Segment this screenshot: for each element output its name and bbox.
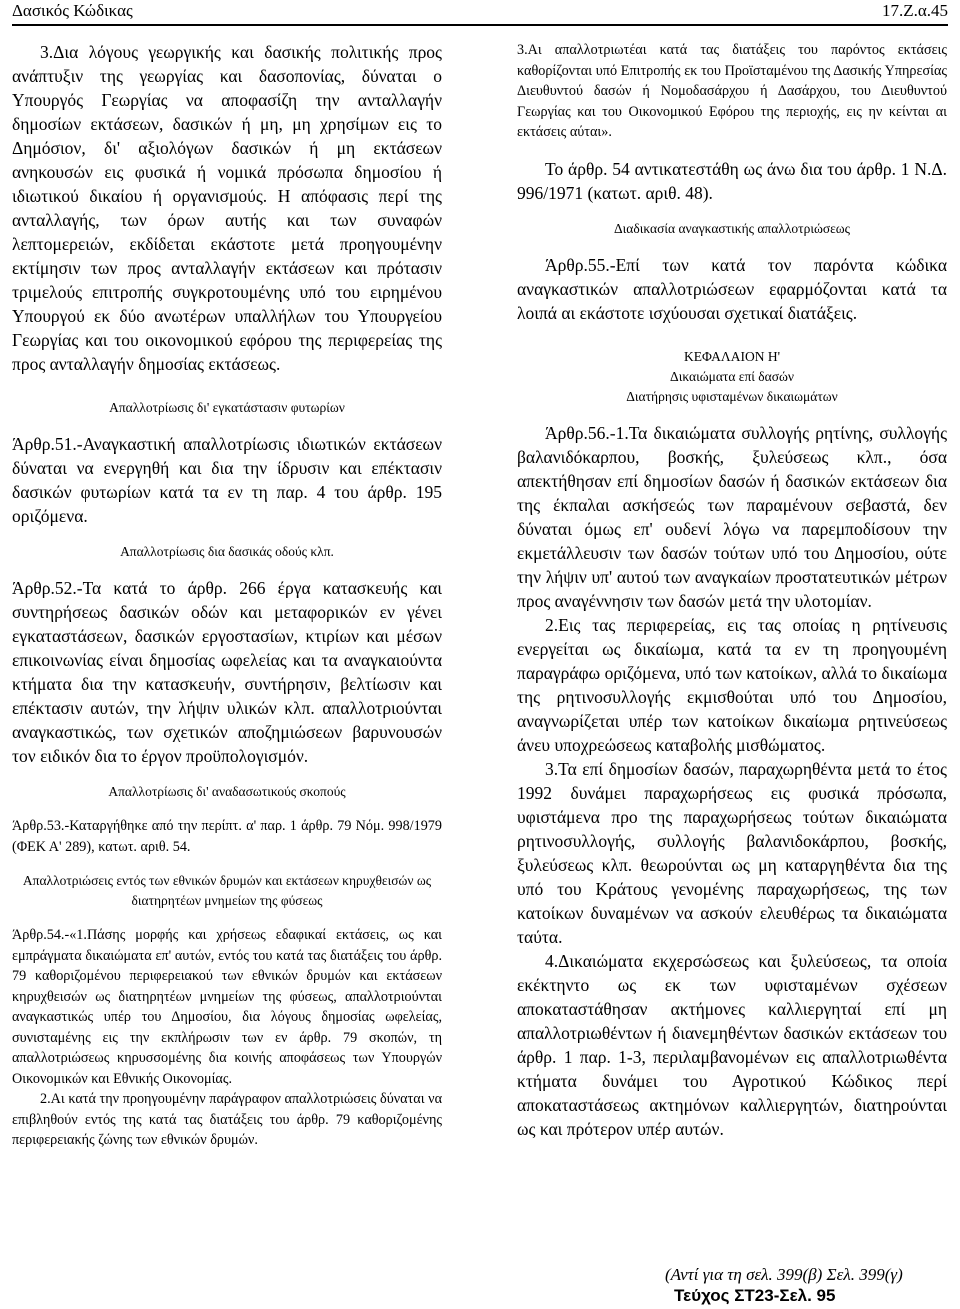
section-heading-rights: Διατήρησις υφισταμένων δικαιωμάτων bbox=[626, 388, 838, 404]
article-54-1: Άρθρ.54.-«1.Πάσης μορφής και χρήσεως εδαφικαί εκτάσεις, ως και εμπράγματα δικαιώματα επ' αυτών, εντός του κατά τας διατάξεις του άρθρ. 79 καθοριζομένου περιφερειακού των εθνικών δρυμών και εκτάσεων κηρυχθεισών ως διατηρητέων μνημείων της φύσεως, απαλλοτριούνται αναγκαστικώς υπέρ του Δημοσίου, δια λόγους δημοσίας ωφελείας, συνισταμένης εις την εκπλήρωσιν των εν άρθρ. 79 σκοπών, τη απαλλοτριώσεως κηρυσσομένης δια κοινής αποφάσεως των Υπουργών Οικονομικών και Εθνικής Οικονομίας. bbox=[12, 927, 442, 1087]
section-heading-national-parks: Απαλλοτριώσεις εντός των εθνικών δρυμών και εκτάσεων κηρυχθεισών ως διατηρητέων μνημείων της φύσεως bbox=[22, 873, 432, 908]
section-heading-forest-roads: Απαλλοτρίωσις δια δασικάς οδούς κλπ. bbox=[120, 544, 334, 559]
article-54-2: 2.Αι κατά την προηγουμένην παράγραφον απαλλοτριώσεις δύναται να επιβληθούν εντός της κατά τας διατάξεις του άρθρ. 79 καθοριζομένης περιφερειακής ζώνης των εθνικών δρυμών. bbox=[12, 1091, 442, 1148]
amendment-note: Το άρθρ. 54 αντικατεστάθη ως άνω δια του άρθρ. 1 Ν.Δ. 996/1971 (κατωτ. αριθ. 48). bbox=[517, 158, 947, 203]
section-heading-reforestation: Απαλλοτρίωσις δι' αναδασωτικούς σκοπούς bbox=[108, 784, 346, 799]
article-56-3: 3.Τα επί δημοσίων δασών, παραχωρηθέντα μετά το έτος 1992 δυνάμει παραχωρήσεως εις φυσικά πρόσωπα, υφιστάμενα προ της παραχωρήσεως τούτων δικαιώματα ρητινοσυλλογής, συλλογής βαλανιδοκάρπου, βοσκής, ξυλεύσεως κλπ. θεωρούνται ως μη καταργηθέντα δια της υπό του Κράτους γενομένης παραχωρήσεως, της των κατοίκων δυναμένων να ασκούν ελευθέρως τα δικαιώματα ταύτα. bbox=[517, 758, 947, 947]
right-column bbox=[517, 40, 947, 1141]
article-56-1: Άρθρ.56.-1.Τα δικαιώματα συλλογής ρητίνης, συλλογής βαλανιδόκαρπου, βοσκής, ξυλεύσεως κλπ., όσα απεκτήθησαν επί δημοσίων δασών ή δασικών εκτάσεων δια της έκπαλαι ασκήσεώς των παραμένουν σεβαστά, δεν δύναται όμως επ' ουδενί λόγω να παρεμποδίσουν την εκμετάλλευσιν των δασών τούτων υπό του Δημοσίου, ούτε την λήψιν υπ' αυτού των αναγκαίων προστατευτικών μέτρων προς αναγέννησιν των δασών μετά την υλοτομίαν. bbox=[517, 422, 947, 611]
article-56-4: 4.Δικαιώματα εκχερσώσεως και ξυλεύσεως, τα οποία εκέκτηντο ως εκ των υφισταμένων σχέσεων αποκαταστάθησαν ακτήμονες καλλιεργηταί επί μη απαλλοτριωθέντων ή διανεμηθέντων δασικών εκτάσεων του άρθρ. 1 παρ. 1-3, περιλαμβανομένων εις απαλλοτριωθέντα κτήματα δυνάμει του Αγροτικού Κώδικος περί αποκαταστάσεως ακτημόνων καλλιεργητών, διατηρούνται ως και πρότερον υπέρ αυτών. bbox=[517, 950, 947, 1139]
chapter-heading: ΚΕΦΑΛΑΙΟΝ Η' bbox=[683, 348, 781, 364]
paragraph-art50-3: 3.Δια λόγους γεωργικής και δασικής πολιτικής προς ανάπτυξιν της γεωργίας και δασοπονίας, δύναται ο Υπουργός Γεωργίας να αποφασίζη την ανταλλαγήν δημοσίων εκτάσεων, δασικών ή μη, μη χρησίμων εις το Δημόσιον, δι' αξιολόγων δασικών ή μη εκτάσεων ανηκουσών εις φυσικά ή νομικά πρόσωπα δημοσίου ή ιδιωτικού δικαίου ή οργανισμούς. Η απόφασις περί της ανταλλαγής, των όρων αυτής και των συναφών λεπτομερειών, εκδίδεται εκάστοτε μετά προηγουμένην εκτίμησιν των προς ανταλλαγήν εκτάσεων και πρότασιν τριμελούς επιτροπής συγκροτουμένης υπό του ειρημένου Υπουργού εκ δύο ανωτέρων υπαλλήλων του Υπουργείου Γεωργίας και του οικονομικού εφόρου της περιφερείας της προς ανταλλαγήν δημοσίας εκτάσεως. bbox=[12, 42, 442, 374]
header-title: Δασικός Κώδικας bbox=[12, 1, 133, 20]
page-header bbox=[12, 0, 948, 26]
section-heading-nurseries: Απαλλοτρίωσις δι' εγκατάστασιν φυτωρίων bbox=[109, 400, 345, 415]
replacement-note: (Αντί για τη σελ. 399(β) Σελ. 399(γ) bbox=[665, 1265, 903, 1284]
article-53: Άρθρ.53.-Καταργήθηκε από την περίπτ. α' παρ. 1 άρθρ. 79 Νόμ. 998/1979 (ΦΕΚ Α' 289), κατωτ. αριθ. 54. bbox=[12, 818, 442, 855]
article-55: Άρθρ.55.-Επί των κατά τον παρόντα κώδικα αναγκαστικών απαλλοτριώσεων εφαρμόζονται κατά τα λοιπά αι εκάστοτε ισχύουσαι σχετικαί διατάξεις. bbox=[517, 254, 947, 323]
issue-page-number: Τεύχος ΣΤ23-Σελ. 95 bbox=[674, 1286, 836, 1305]
left-column bbox=[12, 40, 442, 1151]
header-code: 17.Ζ.α.45 bbox=[881, 1, 948, 20]
article-51: Άρθρ.51.-Αναγκαστική απαλλοτρίωσις ιδιωτικών εκτάσεων δύναται να ενεργηθή και δια την ίδρυσιν και επέκτασιν δασικών φυτωρίων κατά τα εν τη παρ. 4 του άρθρ. 195 οριζόμενα. bbox=[12, 434, 442, 526]
article-52: Άρθρ.52.-Τα κατά το άρθρ. 266 έργα κατασκευής και συντηρήσεως δασικών οδών και μεταφορικών εν γένει εγκαταστάσεων, δασικών εργοστασίων, κτιρίων και μέσων επικοινωνίας είναι δημοσίας ωφελείας και τα αναγκαιούντα κτήματα δια την κατασκευήν, συντήρησιν, βελτίωσιν και επέκτασιν αυτών, την λήψιν υλικών κλπ. απαλλοτριούνται αναγκαστικώς, των σχετικών αποζημιώσεων βαρυνουσών τον ειδικόν δια το έργον προϋπολογισμόν. bbox=[12, 578, 442, 766]
article-54-3: 3.Αι απαλλοτριωτέαι κατά τας διατάξεις του παρόντος εκτάσεις καθορίζονται υπό Επιτροπής εκ του Προϊσταμένου της Δασικής Υπηρεσίας Διευθυντού δασών ή Νομοδασάρχου ή Δασάρχου, του Διευθυντού Γεωργίας και του Οικονομικού Εφόρου της περιοχής, εις ην κείνται αι εκτάσεις αύται». bbox=[517, 42, 947, 140]
article-56-2: 2.Εις τας περιφερείας, εις τας οποίας η ρητίνευσις ενεργείται ως δικαίωμα, κατά τα εν τη προηγουμένη παραγράφω οριζόμενα, υπό των κατοίκων, αλλά το δικαίωμα της ρητινοσυλλογής εκμισθούται υπό του Δημοσίου, αναγνωρίζεται υπέρ των κατοίκων δικαίωμα ρητινεύσεως άνευ υποχρεώσεως καταβολής μισθώματος. bbox=[517, 614, 947, 755]
section-heading-procedure: Διαδικασία αναγκαστικής απαλλοτριώσεως bbox=[613, 220, 851, 236]
chapter-subtitle: Δικαιώματα επί δασών bbox=[670, 368, 794, 384]
